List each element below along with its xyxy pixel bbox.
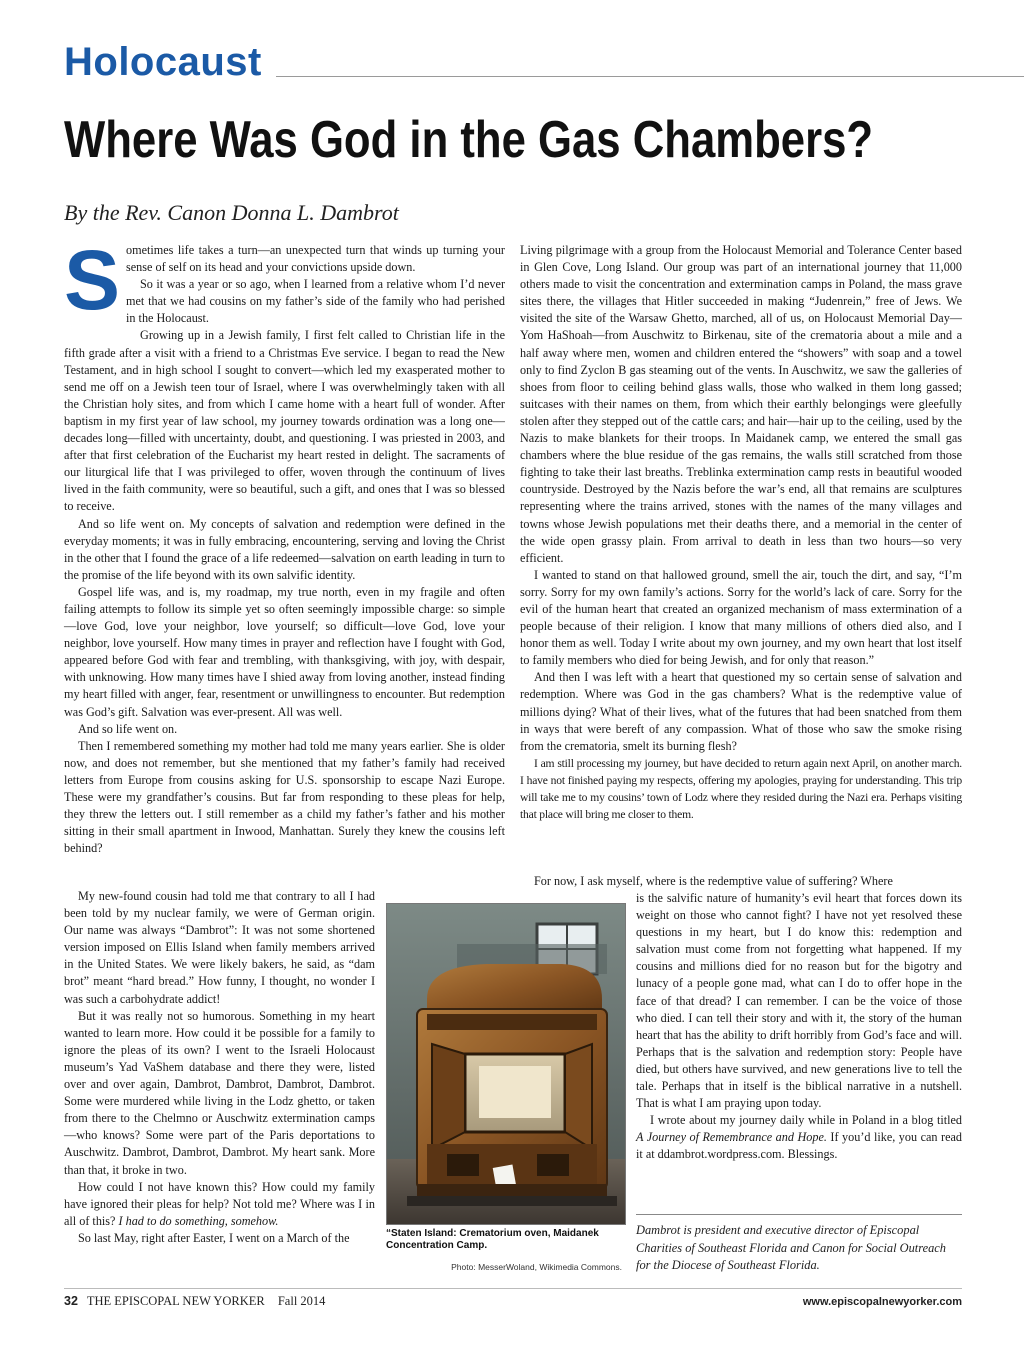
paragraph: So last May, right after Easter, I went on a March of the [78,1230,350,1245]
crematorium-oven-image [387,904,625,1224]
paragraph: But it was really not so humorous. Something in my heart wanted to learn more. How could it be possible for a family to ignore the pleas of its own? I went to the Israeli Holocaust museum’s Yad VaShem database and there they were, listed over and over again, Dambrot, Dambrot, Dambrot, Dambrot. Some were murdered while living in the Lodz ghetto, or taken from there to the Chelmno or Auschwitz extermination camps—who knows? Some were part of the Paris deportations to Auschwitz. Dambrot, Dambrot, Dambrot. My heart sank. More than that, it broke in two. [64,1008,375,1177]
paragraph: I wanted to stand on that hallowed ground, smell the air, touch the dirt, and say, “I’m sorry. Sorry for my own family’s actions. Sorry for the world’s lack of care. Sorry for the evil of the human heart that created an organized mechanism of mass extermination of a people because of their religion. I know that many millions of others died also, and I honor them as well. Today I write about my own journey, and my own heart that lost itself to family members who died for being Jewish, and for only that reason.” [520,567,962,668]
photo-credit: Photo: MesserWoland, Wikimedia Commons. [451,1262,622,1272]
page-number: 32 [64,1294,78,1308]
paragraph-text: If you’d like, you can read it at ddambrot.wordpress.com. Blessings. [636,1130,962,1162]
paragraph: is the salvific nature of humanity’s evil heart that forces down its weight on those who cannot fight? I have not yet resolved these questions in my heart, but I do know this: redemption and salvation must come from not forgetting what happened. If my cousins and millions died for no reason but for the bigotry and lunacy of a people gone mad, what can I do to offer hope in the face of that dread? I can remember. I can be the voice of those who died. I can tell their story and with it, the story of the human heart that has the ability to drift horribly from God’s face and will. Perhaps that is the salvation and redemption story: People have died, but others have survived, and new generations live to tell the tale. Perhaps that in itself is the biblical narrative in a nutshell. That is what I am praying upon today. [636,891,962,1111]
article-column-left-narrow [64,888,375,1247]
article-column-right-narrow [636,890,962,1164]
article-headline: Where Was God in the Gas Chambers? [64,111,874,169]
footer-publication [64,1294,325,1309]
issue-date: Fall 2014 [277,1294,326,1308]
bio-divider [636,1214,962,1215]
paragraph: ometimes life takes a turn—an unexpected turn that winds up turning your sense of self on its head and your convictions upside down. [126,243,505,275]
paragraph: Living pilgrimage with a group from the Holocaust Memorial and Tolerance Center based in Glen Cove, Long Island. Our group was part of an international journey that 11,000 others made to visit the concentration and extermination camps in Poland, the mass grave sites there, the villages that Hitler succeeded in making “Judenrein,” free of Jews. We visited the site of the Warsaw Ghetto, marched, all of us, on Holocaust Memorial Day—Yom HaShoah—from Auschwitz to Birkenau, site of the crematoria about a mile and a half away where men, women and children entered the “showers” with soap and a towel only to find Zyclon B gas steaming out of the vents. In Auschwitz, we saw the galleries of shoes from floor to ceiling behind glass walls, those who walked in them long gassed; suitcases with their names on them, from which their earthly belongings were gleefully stolen after they stepped out of the cattle cars; and hair—hair up to the ceiling, used by the Nazis to make blankets for their troops. In Maidanek camp, we entered the small gas chambers where the blue residue of the gas remains, the walls still scratched from those fighting to take their last breaths. Treblinka extermination camp rests in beautiful wooded countryside. Destroyed by the Nazis before the war’s end, all that remains are sculptures representing where the trains arrived, stones with the names of the many villages and towns whose Jewish populations met their deaths there, and a memorial in the center of the wide open grassy plain. From arrival to death in less than two hours—so very efficient. [520,243,962,565]
emphasis-text: I had to do something, somehow. [118,1213,279,1228]
paragraph: So it was a year or so ago, when I learned from a relative whom I’d never met that we had cousins on my father’s side of the family who had perished in the Holocaust. [126,277,505,326]
footer-divider [64,1288,962,1289]
drop-cap: S [64,233,121,327]
paragraph: Then I remembered something my mother had told me many years earlier. She is older now, and does not remember, but she mentioned that my father’s family had received letters from Europe from cousins asking for U.S. sponsorship to escape Nazi Europe. These were my grandfather’s cousins. But far from responding to these pleas for help, they threw the letters out. I still remember as a child my father’s father and his mother sitting in their small apartment in Inwood, Manhattan. Surely they knew the cousins left behind? [64,738,505,856]
paragraph: For now, I ask myself, where is the redemptive value of suffering? Where [534,874,893,888]
photo-caption: “Staten Island: Crematorium oven, Maidanek Concentration Camp. [386,1228,599,1251]
paragraph: And so life went on. [78,721,178,736]
paragraph: Gospel life was, and is, my roadmap, my true north, even in my fragile and often failing attempts to follow its simple yet so often seemingly impossible charge: so simple—love God, love your neighbor, love yourself; so difficult—love God, love your neighbor, love yourself. How many times in prayer and reflection have I fought with God, appeared before God with fear and trembling, with thanksgiving, with joy, with despair, with unknowing. How many times have I shied away from loving another, instead finding my heart filled with anger, fear, resentment or unwillingness to encounter. But redemption was God’s gift. Salvation was ever-present. All was well. [64,584,505,719]
paragraph-text: How could I not have known this? How could my family have ignored their pleas for help? Not told me? Where was I in all of this? [64,1179,375,1228]
publication-name: THE EPISCOPAL NEW YORKER [86,1294,265,1308]
paragraph: I am still processing my journey, but have decided to return again next April, on another march. I have not finished paying my respects, offering my apologies, praying for understanding. This trip will take me to my cousins’ town of Lodz where they resided during the Nazi era. Perhaps visiting that place will bring me closer to them. [520,756,962,822]
byline: By the Rev. Canon Donna L. Dambrot [64,200,399,225]
paragraph: Growing up in a Jewish family, I first felt called to Christian life in the fifth grade after a visit with a friend to a Christmas Eve service. I began to read the New Testament, and in high school I sought to convert—which led my exasperated mother to send me off on a Jewish teen tour of Israel, where I was overwhelmingly taken with all the Christian holy sites, and from which I came home with a heart full of wonder. After baptism in my first year of law school, my journey towards ordination was a long one—decades long—filled with uncertainty, doubt, and questioning. I was priested in 2003, and after that first celebration of the Eucharist my heart rested in delight. The sacraments of our liturgical life that I was privileged to offer, woven through the continuum of lives lived in the faith community, were so beautiful, such a gift, and ones that I was so blessed to receive. [64,328,505,514]
paragraph: My new-found cousin had told me that contrary to all I had been told by my nuclear family, we were of German origin. Our name was always “Dambrot”: It was not some shortened version imposed on Ellis Island when family members arrived in the United States. We were likely bakers, he said, as “dam brot” meant “hard bread.” How funny, I thought, no wonder I was such a carbohydrate addict! [64,889,375,1006]
article-column-right [520,242,962,823]
paragraph: And then I was left with a heart that questioned my so certain sense of salvation and redemption. Where was God in the gas chambers? What is the redemptive value of millions dying? What of their lives, what of the futures that had been snatched from them in ways that were bereft of any compassion. What of those who saw the smoke rising from the crematoria, smelt its burning flesh? [520,670,962,753]
paragraph: And so life went on. My concepts of salvation and redemption were defined in the everyday moments; it was in fully embracing, encountering, serving and loving the Christ in the other that I found the grace of a life redeemed—salvation on earth leading in turn to the promise of the life beyond with its own salvific identity. [64,516,505,582]
section-label: Holocaust [64,40,262,84]
paragraph [64,1179,375,1230]
section-divider [276,76,1024,77]
crematorium-photo [386,903,626,1225]
footer-website-link[interactable]: www.episcopalnewyorker.com [802,1296,962,1308]
paragraph [636,1112,962,1163]
article-column-left [64,233,505,857]
article-column-right-lead [520,873,962,890]
paragraph-text: I wrote about my journey daily while in Poland in a blog titled [650,1113,962,1128]
blog-title: A Journey of Remembrance and Hope. [636,1130,827,1145]
author-bio: Dambrot is president and executive director of Episcopal Charities of Southeast Florida and Canon for Social Outreach for the Diocese of Southeast Florida. [636,1223,946,1272]
